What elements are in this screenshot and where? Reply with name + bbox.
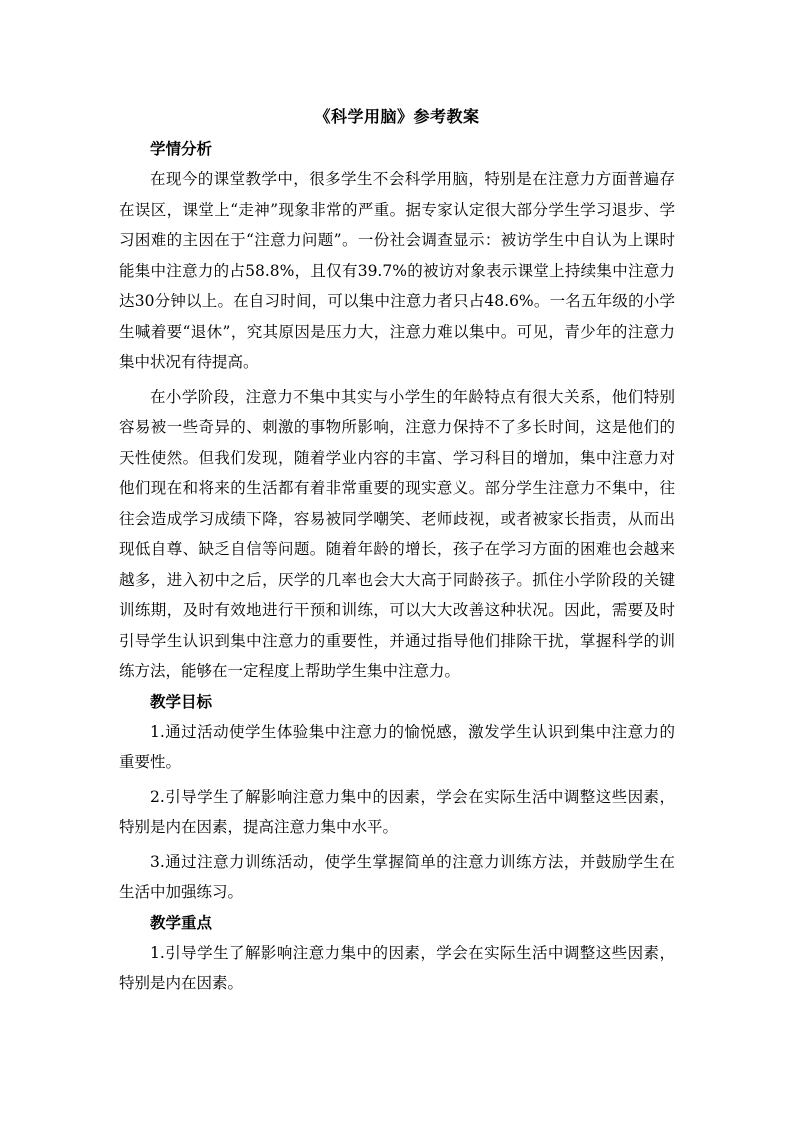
paragraph: 在小学阶段，注意力不集中其实与小学生的年龄特点有很大关系，他们特别容易被一些奇异的、刺激的事物所影响，注意力保持不了多长时间，这是他们的天性使然。但我们发现，随着学业内容的丰富、学习科目的增加，集中注意力对他们现在和将来的生活都有着非常重要的现实意义。部分学生注意力不集中，往往会造成学习成绩下降，容易被同学嘲笑、老师歧视，或者被家长指责，从而出现低自尊、缺乏自信等问题。随着年龄的增长，孩子在学习方面的困难也会越来越多，进入初中之后，厌学的几率也会大大高于同龄孩子。抓住小学阶段的关键训练期，及时有效地进行干预和训练，可以大大改善这种状况。因此，需要及时引导学生认识到集中注意力的重要性，并通过指导他们排除干扰，掌握科学的训练方法，能够在一定程度上帮助学生集中注意力。 xyxy=(119,387,675,680)
document-page xyxy=(119,102,675,999)
page-title: 《科学用脑》参考教案 xyxy=(314,107,480,126)
list-item: 3.通过注意力训练活动，使学生掌握简单的注意力训练方法，并鼓励学生在生活中加强练习。 xyxy=(119,852,675,901)
section-teaching-focus xyxy=(119,908,675,999)
section-learning-analysis xyxy=(119,134,675,687)
list-item: 1.引导学生了解影响注意力集中的因素，学会在实际生活中调整这些因素，特别是内在因素。 xyxy=(119,943,675,992)
section-heading: 教学重点 xyxy=(150,912,213,932)
list-item: 2.引导学生了解影响注意力集中的因素，学会在实际生活中调整这些因素，特别是内在因素，提高注意力集中水平。 xyxy=(119,787,675,836)
section-heading: 学情分析 xyxy=(150,139,213,158)
list-item: 1.通过活动使学生体验集中注意力的愉悦感，激发学生认识到集中注意力的重要性。 xyxy=(119,722,675,771)
section-heading: 教学目标 xyxy=(150,691,213,711)
section-teaching-goals xyxy=(119,687,675,908)
paragraph: 在现今的课堂教学中，很多学生不会科学用脑，特别是在注意力方面普遍存在误区，课堂上“走神”现象非常的严重。据专家认定很大部分学生学习退步、学习困难的主因在于“注意力问题”。一份社会调查显示：被访学生中自认为上课时能集中注意力的占58.8%，且仅有39.7%的被访对象表示课堂上持续集中注意力达30分钟以上。在自习时间，可以集中注意力者只占48.6%。一名五年级的小学生喊着要“退休”，究其原因是压力大，注意力难以集中。可见，青少年的注意力集中状况有待提高。 xyxy=(119,170,675,371)
